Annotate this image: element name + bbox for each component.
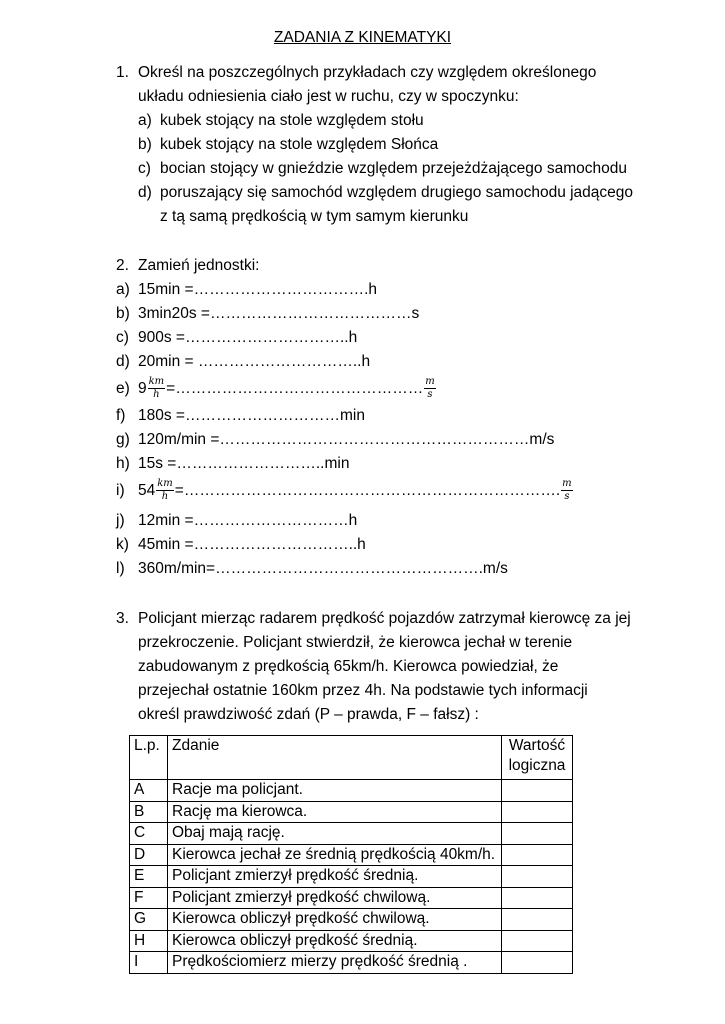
fraction-numerator: m bbox=[425, 376, 435, 388]
q2-item-letter: d) bbox=[116, 353, 130, 370]
row-label: G bbox=[130, 909, 168, 931]
q2-item-letter: a) bbox=[116, 281, 130, 298]
q2-item-text: 180s =…………………………min bbox=[138, 407, 365, 424]
q2-item-letter: e) bbox=[116, 380, 130, 397]
row-answer-cell[interactable] bbox=[502, 866, 573, 888]
q1-item-text: kubek stojący na stole względem stołu bbox=[160, 112, 424, 129]
q2-item-letter: b) bbox=[116, 305, 130, 322]
q2-item-text: 120m/min =……………………………………………………m/s bbox=[138, 431, 555, 448]
fraction-numerator: m bbox=[562, 478, 572, 490]
q2-item-text: 360m/min=…………………………………………….m/s bbox=[138, 560, 508, 577]
row-answer-cell[interactable] bbox=[502, 780, 573, 802]
q2-value: 54 bbox=[138, 482, 156, 499]
q1-item-text: poruszający się samochód względem drugiego samochodu jadącego bbox=[160, 184, 634, 201]
q3-text-line: przekroczenie. Policjant stwierdził, że kierowca jechał w terenie bbox=[138, 634, 573, 651]
q2-item-letter: g) bbox=[116, 431, 130, 448]
row-statement: Kierowca obliczył prędkość średnią. bbox=[168, 930, 502, 952]
q2-title: Zamień jednostki: bbox=[138, 257, 260, 274]
q2-item-fraction-expression bbox=[138, 372, 437, 406]
row-answer-cell[interactable] bbox=[502, 801, 573, 823]
fraction-denominator: h bbox=[161, 491, 169, 503]
q1-text-line: Określ na poszczególnych przykładach czy względem określonego bbox=[138, 64, 597, 81]
truth-table bbox=[129, 735, 573, 974]
header-zdanie: Zdanie bbox=[168, 736, 502, 780]
q1-item-text: bocian stojący w gnieździe względem przejeżdżającego samochodu bbox=[160, 160, 627, 177]
row-label: B bbox=[130, 801, 168, 823]
fraction-numerator: km bbox=[148, 376, 165, 388]
q2-item-text: 20min = …………………………..h bbox=[138, 353, 371, 370]
row-answer-cell[interactable] bbox=[502, 823, 573, 845]
q1-item-text-continued: z tą samą prędkością w tym samym kierunku bbox=[160, 208, 469, 225]
q2-item-letter: k) bbox=[116, 536, 129, 553]
fraction-denominator: s bbox=[564, 491, 570, 503]
q3-number: 3. bbox=[116, 610, 129, 627]
row-label: C bbox=[130, 823, 168, 845]
table-row bbox=[130, 801, 573, 823]
row-answer-cell[interactable] bbox=[502, 844, 573, 866]
fraction-denominator: s bbox=[427, 389, 433, 401]
row-label: I bbox=[130, 952, 168, 974]
row-label: E bbox=[130, 866, 168, 888]
q3-text-line: Policjant mierząc radarem prędkość pojazdów zatrzymał kierowcę za jej bbox=[138, 610, 631, 627]
q2-item-letter: f) bbox=[116, 407, 126, 424]
table-row bbox=[130, 909, 573, 931]
table-header-row bbox=[130, 736, 573, 780]
row-answer-cell[interactable] bbox=[502, 887, 573, 909]
q2-item-text: 3min20s =…………………………………s bbox=[138, 305, 420, 322]
q2-item-letter: j) bbox=[116, 512, 125, 529]
q2-item-fraction-expression bbox=[138, 474, 574, 508]
q1-item-text: kubek stojący na stole względem Słońca bbox=[160, 136, 439, 153]
row-answer-cell[interactable] bbox=[502, 930, 573, 952]
row-statement: Racje ma policjant. bbox=[168, 780, 502, 802]
table-row bbox=[130, 844, 573, 866]
q2-item-letter: i) bbox=[116, 482, 125, 499]
q2-item-text: 15min =…………………………….h bbox=[138, 281, 378, 298]
unit-fraction bbox=[561, 478, 572, 503]
page-title: ZADANIA Z KINEMATYKI bbox=[273, 29, 452, 46]
q2-item-letter: h) bbox=[116, 455, 130, 472]
q2-item-text: 45min =…………………………..h bbox=[138, 536, 366, 553]
q1-item-letter: d) bbox=[138, 184, 152, 201]
q2-item-text: 12min =…………………………h bbox=[138, 512, 358, 529]
row-statement: Policjant zmierzył prędkość chwilową. bbox=[168, 887, 502, 909]
row-answer-cell[interactable] bbox=[502, 952, 573, 974]
fraction-denominator: h bbox=[153, 389, 160, 401]
unit-fraction bbox=[156, 478, 174, 503]
row-statement: Kierowca jechał ze średnią prędkością 40km/h. bbox=[168, 844, 502, 866]
q1-text-line: układu odniesienia ciało jest w ruchu, czy w spoczynku: bbox=[138, 88, 519, 105]
q1-item-letter: c) bbox=[138, 160, 151, 177]
row-answer-cell[interactable] bbox=[502, 909, 573, 931]
answer-blank: =………………………………………… bbox=[166, 380, 424, 397]
table-row bbox=[130, 952, 573, 974]
row-label: F bbox=[130, 887, 168, 909]
q2-number: 2. bbox=[116, 257, 129, 274]
unit-fraction bbox=[424, 376, 435, 401]
table-row bbox=[130, 823, 573, 845]
table-row bbox=[130, 780, 573, 802]
q1-item-letter: a) bbox=[138, 112, 152, 129]
q2-item-text: 900s =…………………………..h bbox=[138, 329, 358, 346]
table-row bbox=[130, 866, 573, 888]
table-row bbox=[130, 887, 573, 909]
row-statement: Policjant zmierzył prędkość średnią. bbox=[168, 866, 502, 888]
answer-blank: =………………………………………………………………. bbox=[174, 482, 561, 499]
row-label: A bbox=[130, 780, 168, 802]
row-statement: Obaj mają rację. bbox=[168, 823, 502, 845]
table-row bbox=[130, 930, 573, 952]
q1-item-letter: b) bbox=[138, 136, 152, 153]
row-statement: Kierowca obliczył prędkość chwilową. bbox=[168, 909, 502, 931]
q3-text-line: zabudowanym z prędkością 65km/h. Kierowca powiedział, że bbox=[138, 658, 559, 675]
row-label: H bbox=[130, 930, 168, 952]
row-statement: Prędkościomierz mierzy prędkość średnią . bbox=[168, 952, 502, 974]
q2-item-letter: l) bbox=[116, 560, 125, 577]
header-lp: L.p. bbox=[130, 736, 168, 780]
q3-text-line: przejechał ostatnie 160km przez 4h. Na podstawie tych informacji bbox=[138, 682, 588, 699]
q1-number: 1. bbox=[116, 64, 129, 81]
q2-value: 9 bbox=[138, 380, 147, 397]
q2-item-letter: c) bbox=[116, 329, 129, 346]
q3-text-line: określ prawdziwość zdań (P – prawda, F – fałsz) : bbox=[138, 706, 479, 723]
unit-fraction bbox=[148, 376, 166, 401]
fraction-numerator: km bbox=[157, 478, 173, 490]
row-label: D bbox=[130, 844, 168, 866]
header-wartosc-logiczna: Wartość logiczna bbox=[502, 736, 573, 780]
row-statement: Rację ma kierowca. bbox=[168, 801, 502, 823]
q2-item-text: 15s =………………………..min bbox=[138, 455, 350, 472]
